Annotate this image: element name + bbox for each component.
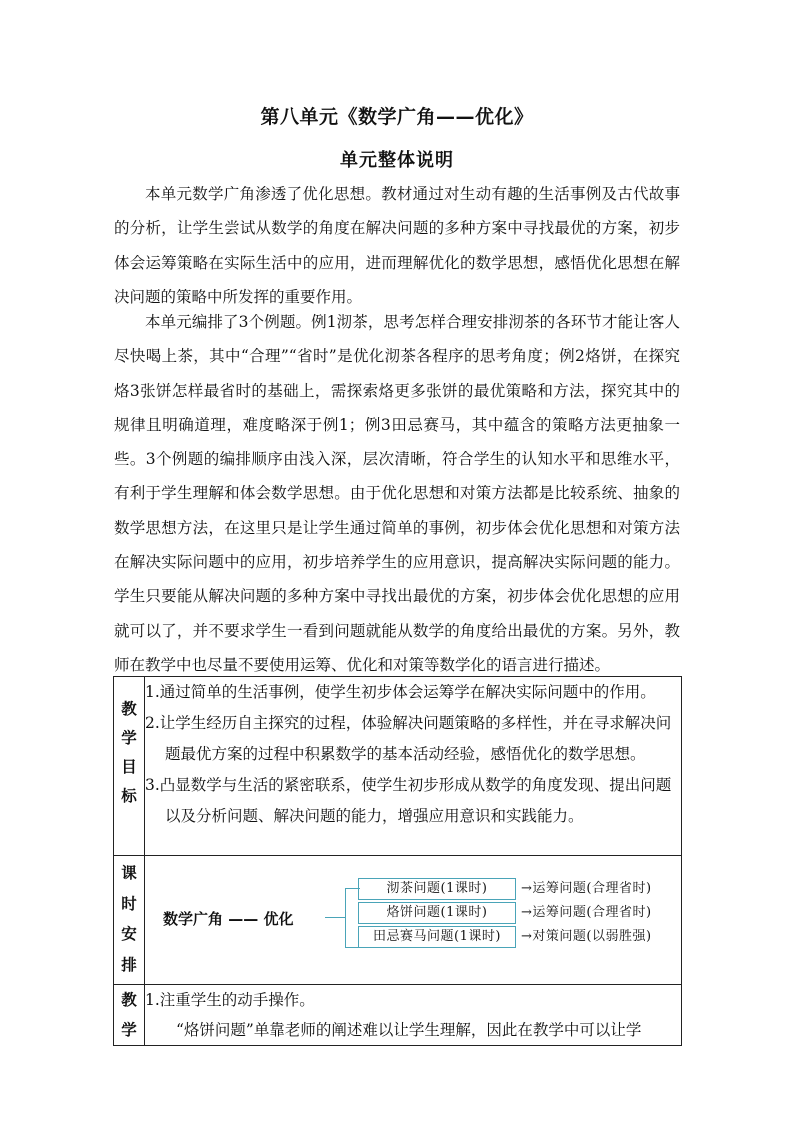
schedule-row xyxy=(114,856,682,985)
goal-item: 1.通过简单的生活事例，使学生初步体会运筹学在解决实际问题中的作用。 xyxy=(145,683,656,701)
unit-table xyxy=(113,676,682,1046)
schedule-content xyxy=(145,856,682,985)
lesson-note-pancake: →运筹问题(合理省时) xyxy=(521,905,652,920)
lesson-box-horse: 田忌赛马问题(1课时) xyxy=(358,926,516,948)
page-title: 第八单元《数学广角——优化》 xyxy=(260,106,534,128)
schedule-root-label: 数学广角 —— 优化 xyxy=(163,910,294,928)
lesson-note-horse: →对策问题(以弱胜强) xyxy=(521,929,652,944)
goals-content xyxy=(145,677,682,856)
goals-header: 教 学 目 标 xyxy=(114,677,145,856)
page-subtitle: 单元整体说明 xyxy=(340,150,454,171)
examples-paragraph: 本单元编排了3个例题。例1沏茶，思考怎样合理安排沏茶的各环节才能让客人尽快喝上茶，其中“合理”“省时”是优化沏茶各程序的思考角度；例2烙饼，在探究烙3张饼怎样最省时的基础上，需探索烙更多张饼的最优策略和方法，探究其中的规律且明确道理，难度略深于例1；例3田忌赛马，其中蕴含的策略方法更抽象一些。3个例题的编排顺序由浅入深，层次清晰，符合学生的认知水平和思维水平，有利于学生理解和体会数学思想。由于优化思想和对策方法都是比较系统、抽象的数学思想方法，在这里只是让学生通过简单的事例，初步体会优化思想和对策方法在解决实际问题中的应用，初步培养学生的应用意识，提高解决实际问题的能力。学生只要能从解决问题的多种方案中寻找出最优的方案，初步体会优化思想的应用就可以了，并不要求学生一看到问题就能从数学的角度给出最优的方案。另外，教师在教学中也尽量不要使用运筹、优化和对策等数学化的语言进行描述。 xyxy=(114,313,680,674)
method-content xyxy=(145,985,682,1046)
lesson-box-tea: 沏茶问题(1课时) xyxy=(358,878,516,900)
schedule-header: 课 时 安 排 xyxy=(114,856,145,985)
schedule-diagram xyxy=(145,856,681,982)
lesson-box-pancake: 烙饼问题(1课时) xyxy=(358,902,516,924)
connector-line xyxy=(325,917,345,918)
method-header: 教 学 xyxy=(114,985,145,1046)
goal-item: 2.让学生经历自主探究的过程，体验解决问题策略的多样性，并在寻求解决问题最优方案的过程中积累数学的基本活动经验，感悟优化的数学思想。 xyxy=(145,714,672,763)
method-row xyxy=(114,985,682,1046)
intro-paragraph: 本单元数学广角渗透了优化思想。教材通过对生动有趣的生活事例及古代故事的分析，让学生尝试从数学的角度在解决问题的多种方案中寻找最优的方案，初步体会运筹策略在实际生活中的应用，进而理解优化的数学思想，感悟优化思想在解决问题的策略中所发挥的重要作用。 xyxy=(114,185,680,306)
lesson-note-tea: →运筹问题(合理省时) xyxy=(521,881,652,896)
goal-item: 3.凸显数学与生活的紧密联系，使学生初步形成从数学的角度发现、提出问题以及分析问题、解决问题的能力，增强应用意识和实践能力。 xyxy=(145,776,672,825)
goals-row xyxy=(114,677,682,856)
method-line: 1.注重学生的动手操作。 xyxy=(145,991,315,1009)
method-line: “烙饼问题”单靠老师的阐述难以让学生理解，因此在教学中可以让学 xyxy=(176,1021,642,1039)
